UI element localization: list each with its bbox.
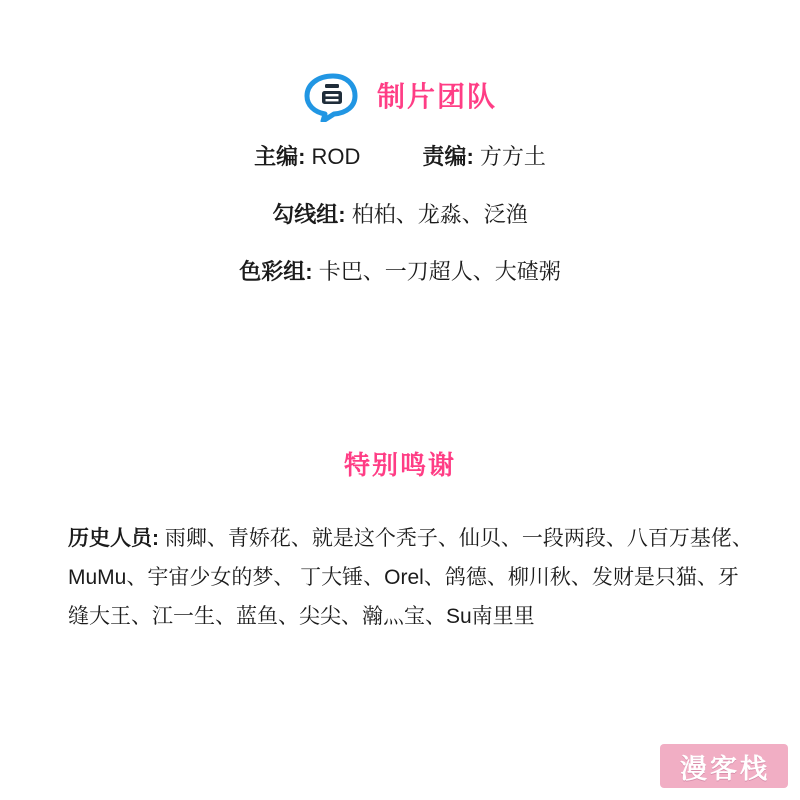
credits-list [0, 142, 800, 315]
watermark-char-3: 栈 [740, 753, 768, 784]
chief-editor-value: ROD [311, 144, 361, 169]
watermark-char-2: 客 [710, 753, 738, 784]
credit-row-editors [0, 142, 800, 172]
manke-logo-icon [303, 72, 359, 122]
chief-editor [254, 142, 360, 172]
page-title: 制片团队 [376, 81, 497, 112]
history-members-value: 雨卿、青娇花、就是这个秃子、仙贝、一段两段、八百万基佬、MuMu、宇宙少女的梦、 丁大锤、Orel、鸽德、柳川秋、发财是只猫、牙缝大王、江一生、蓝鱼、尖尖、瀚灬宝、Su南里里 [68, 527, 753, 628]
special-thanks-title: 特别鸣谢 [343, 450, 456, 480]
credit-row-color [0, 257, 800, 287]
watermark-char-1: 漫 [680, 753, 708, 784]
color-value: 卡巴、一刀超人、大碴粥 [318, 259, 561, 285]
responsible-editor-value: 方方土 [479, 144, 546, 169]
lineart-value: 柏柏、龙淼、泛渔 [351, 201, 528, 227]
credit-row-lineart [0, 200, 800, 230]
special-thanks-body [68, 520, 758, 637]
responsible-editor [422, 142, 545, 172]
responsible-editor-label: 责编: [422, 144, 474, 169]
chief-editor-label: 主编: [254, 144, 306, 169]
watermark [660, 744, 788, 788]
history-members-label: 历史人员: [68, 527, 159, 550]
color-label: 色彩组: [239, 259, 313, 285]
header [0, 72, 800, 122]
lineart-label: 勾线组: [272, 201, 346, 227]
